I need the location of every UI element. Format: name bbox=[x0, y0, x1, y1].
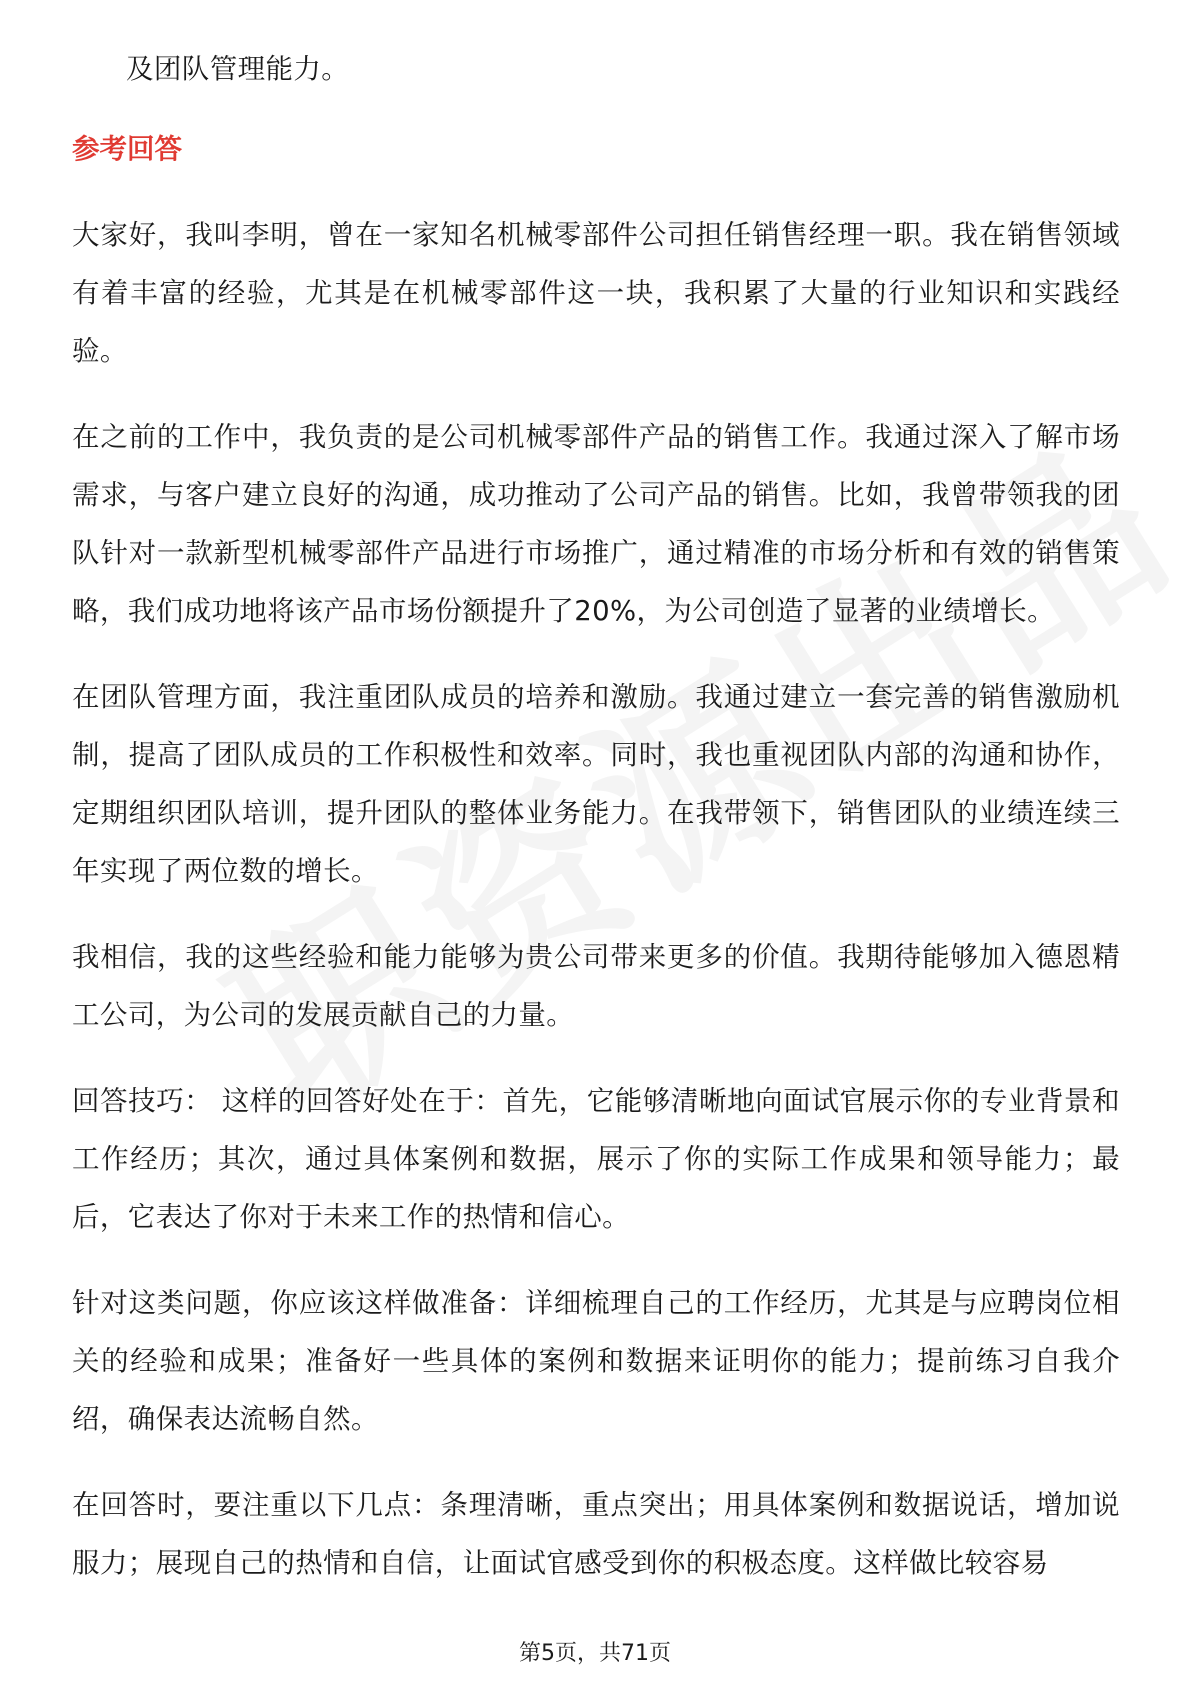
paragraph-answer-tips: 回答技巧： 这样的回答好处在于：首先，它能够清晰地向面试官展示你的专业背景和工作经历；其次，通过具体案例和数据，展示了你的实际工作成果和领导能力；最后，它表达了你对于未来工作的热情和信心。 bbox=[72, 1085, 1120, 1233]
page-number: 第5页，共71页 bbox=[519, 1641, 671, 1666]
section-heading: 参考回答 bbox=[72, 133, 182, 165]
paragraph-experience: 在之前的工作中，我负责的是公司机械零部件产品的销售工作。我通过深入了解市场需求，与客户建立良好的沟通，成功推动了公司产品的销售。比如，我曾带领我的团队针对一款新型机械零部件产品进行市场推广，通过精准的市场分析和有效的销售策略，我们成功地将该产品市场份额提升了20%，为公司创造了显著的业绩增长。 bbox=[72, 421, 1120, 627]
paragraph-key-points: 在回答时，要注重以下几点：条理清晰，重点突出；用具体案例和数据说话，增加说服力；展现自己的热情和自信，让面试官感受到你的积极态度。这样做比较容易 bbox=[72, 1489, 1120, 1579]
paragraph-team-management: 在团队管理方面，我注重团队成员的培养和激励。我通过建立一套完善的销售激励机制，提高了团队成员的工作积极性和效率。同时，我也重视团队内部的沟通和协作，定期组织团队培训，提升团队的整体业务能力。在我带领下，销售团队的业绩连续三年实现了两位数的增长。 bbox=[72, 681, 1120, 887]
paragraph-intro: 大家好，我叫李明，曾在一家知名机械零部件公司担任销售经理一职。我在销售领域有着丰富的经验，尤其是在机械零部件这一块，我积累了大量的行业知识和实践经验。 bbox=[72, 219, 1120, 367]
paragraph-preparation: 针对这类问题，你应该这样做准备：详细梳理自己的工作经历，尤其是与应聘岗位相关的经验和成果；准备好一些具体的案例和数据来证明你的能力；提前练习自我介绍，确保表达流畅自然。 bbox=[72, 1287, 1120, 1435]
continuation-line: 及团队管理能力。 bbox=[126, 53, 350, 85]
page-content bbox=[72, 40, 1120, 1620]
paragraph-closing: 我相信，我的这些经验和能力能够为贵公司带来更多的价值。我期待能够加入德恩精工公司，为公司的发展贡献自己的力量。 bbox=[72, 941, 1120, 1031]
